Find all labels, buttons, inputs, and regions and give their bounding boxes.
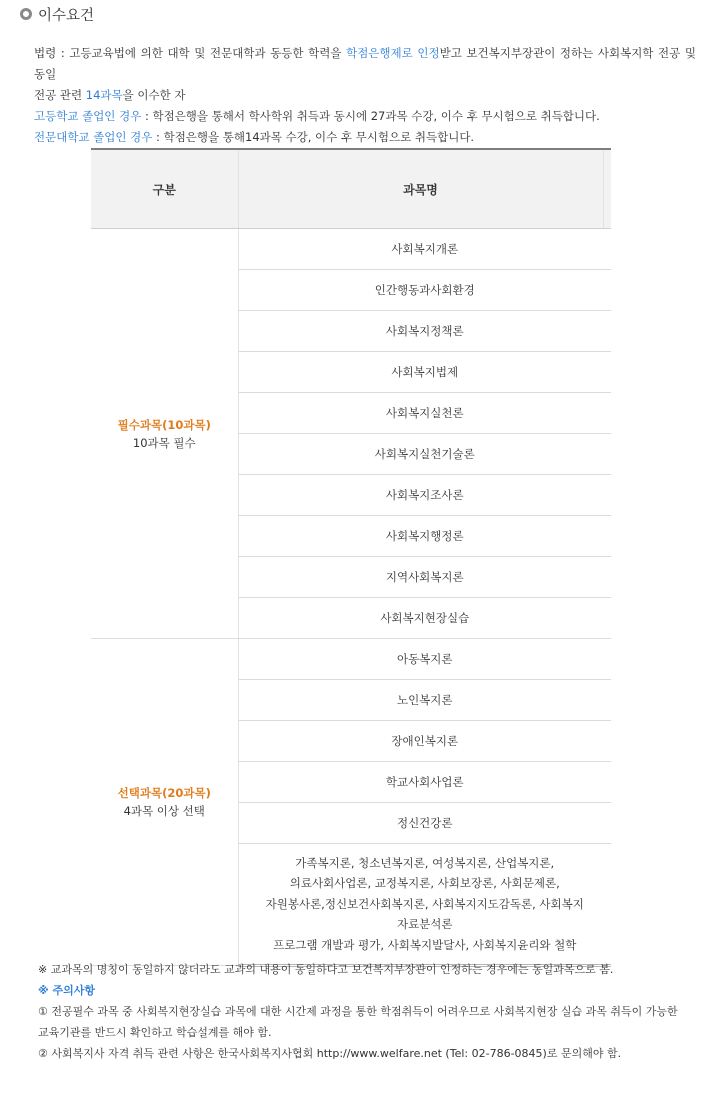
equivalence-note: ※ 교과목의 명칭이 동일하지 않더라도 교과의 내용이 동일하다고 보건복지부장관이 인정하는 경우에는 동일과목으로 봄. [38, 963, 614, 976]
circle-bullet-icon [20, 8, 32, 20]
subject-cell: 인간행동과사회환경 [238, 270, 611, 311]
highschool-line: 고등학교 졸업인 경우 : 학점은행을 통해서 학사학위 취득과 동시에 27과목 수강, 이수 후 무시험으로 취득합니다. [34, 109, 600, 123]
elective-sub: 4과목 이상 선택 [123, 804, 205, 818]
subject-cell: 노인복지론 [238, 680, 611, 721]
header-subject: 과목명 [238, 149, 603, 229]
required-label: 필수과목(10과목) [117, 417, 211, 432]
college-label: 전문대학교 졸업인 경우 [34, 130, 153, 144]
header-spacer [603, 149, 611, 229]
required-sub: 10과목 필수 [132, 435, 196, 450]
subject-cell: 아동복지론 [238, 639, 611, 680]
caution-item-2: ② 사회복지사 자격 취득 관련 사항은 한국사회복지사협회 http://www.welfare.net (Tel: 02-786-0845)로 문의해야 함. [38, 1047, 622, 1060]
subject-cell: 사회복지정책론 [238, 311, 611, 352]
caution-heading: ※ 주의사항 [38, 984, 96, 997]
table-row [91, 229, 611, 270]
subject-cell: 장애인복지론 [238, 721, 611, 762]
credit-bank-link-text: 학점은행제로 인정 [346, 46, 440, 60]
section-title: 이수요건 [38, 7, 95, 24]
section-header [20, 3, 94, 25]
subject-cell: 사회복지실천기술론 [238, 434, 611, 475]
intro-block [34, 43, 696, 148]
subject-cell: 정신건강론 [238, 803, 611, 844]
header-category: 구분 [91, 149, 238, 229]
table-header-row [91, 149, 611, 229]
required-category [91, 229, 238, 639]
subject-cell: 지역사회복지론 [238, 557, 611, 598]
highschool-label: 고등학교 졸업인 경우 [34, 109, 142, 123]
subject-cell: 사회복지개론 [238, 229, 611, 270]
subject-cell: 사회복지실천론 [238, 393, 611, 434]
elective-category [91, 639, 238, 966]
requirements-table [91, 148, 611, 967]
table-row [91, 639, 611, 680]
subject-cell: 사회복지행정론 [238, 516, 611, 557]
subject-cell: 사회복지현장실습 [238, 598, 611, 639]
law-line-2: 전공 관련 14과목을 이수한 자 [34, 88, 186, 102]
caution-item-1a: ① 전공필수 과목 중 사회복지현장실습 과목에 대한 시간제 과정을 통한 학점취득이 어려우므로 사회복지현장 실습 과목 취득이 가능한 [38, 1005, 678, 1018]
college-line: 전문대학교 졸업인 경우 : 학점은행을 통해14과목 수강, 이수 후 무시험으로 취득합니다. [34, 130, 475, 144]
notes-block [38, 959, 688, 1064]
subject-cell: 사회복지법제 [238, 352, 611, 393]
subject-cell: 학교사회사업론 [238, 762, 611, 803]
caution-item-1b: 교육기관를 반드시 확인하고 학습설계를 해야 함. [38, 1026, 272, 1039]
subject-cell: 사회복지조사론 [238, 475, 611, 516]
elective-misc-subjects: 가족복지론, 청소년복지론, 여성복지론, 산업복지론, 의료사회사업론, 교정복지론, 사회보장론, 사회문제론, 자원봉사론,정신보건사회복지론, 사회복지지도감독론, 사회복지 자료분석론 프로그램 개발과 평가, 사회복지발달사, 사회복지윤리와 철학 [238, 844, 611, 966]
elective-label: 선택과목(20과목) [117, 786, 211, 800]
subject-count-text: 14과목 [85, 88, 123, 102]
law-line-1: 법령 : 고등교육법에 의한 대학 및 전문대학과 동등한 학력을 학점은행제로 인정받고 보건복지부장관이 정하는 사회복지학 전공 및 동일 [34, 46, 696, 81]
